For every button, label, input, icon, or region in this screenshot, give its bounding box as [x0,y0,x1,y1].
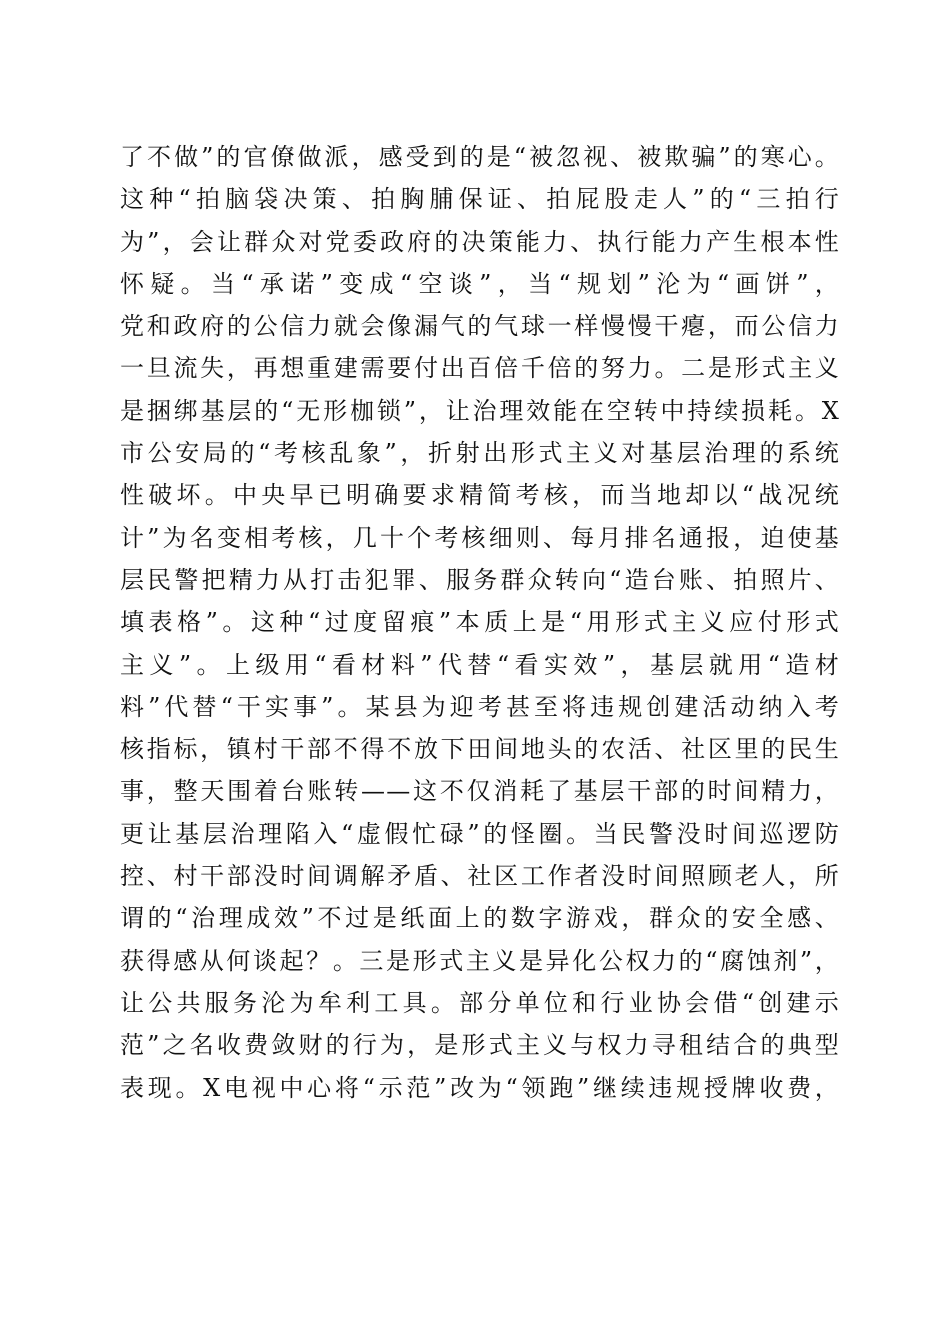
text-line: 这种“拍脑袋决策、拍胸脯保证、拍屁股走人”的“三拍行 [120,185,840,214]
text-line: 填表格”。这种“过度留痕”本质上是“用形式主义应付形式 [120,608,840,637]
text-line: 更让基层治理陷入“虚假忙碌”的怪圈。当民警没时间巡逻防 [120,819,840,848]
text-line: 核指标，镇村干部不得不放下田间地头的农活、社区里的民生 [120,735,840,764]
text-line: 主义”。上级用“看材料”代替“看实效”，基层就用“造材 [120,650,840,679]
text-line: 是捆绑基层的“无形枷锁”，让治理效能在空转中持续损耗。X [120,396,840,425]
text-line: 党和政府的公信力就会像漏气的气球一样慢慢干瘪，而公信力 [120,312,840,341]
text-line: 控、村干部没时间调解矛盾、社区工作者没时间照顾老人，所 [120,862,840,891]
body-text [120,136,840,1109]
text-line: 了不做”的官僚做派，感受到的是“被忽视、被欺骗”的寒心。 [120,143,840,171]
text-line: 表现。X电视中心将“示范”改为“领跑”继续违规授牌收费， [120,1073,840,1102]
text-line: 怀疑。当“承诺”变成“空谈”，当“规划”沦为“画饼”， [120,269,840,298]
text-line: 谓的“治理成效”不过是纸面上的数字游戏，群众的安全感、 [120,904,840,933]
text-line: 计”为名变相考核，几十个考核细则、每月排名通报，迫使基 [120,523,840,552]
text-line: 市公安局的“考核乱象”，折射出形式主义对基层治理的系统 [120,439,840,468]
text-line: 性破坏。中央早已明确要求精简考核，而当地却以“战况统 [120,481,840,510]
text-line: 层民警把精力从打击犯罪、服务群众转向“造台账、拍照片、 [120,565,840,594]
text-line: 获得感从何谈起？。三是形式主义是异化公权力的“腐蚀剂”， [120,946,840,975]
text-line: 范”之名收费敛财的行为，是形式主义与权力寻租结合的典型 [120,1031,840,1060]
text-line: 料”代替“干实事”。某县为迎考甚至将违规创建活动纳入考 [120,692,840,721]
text-line: 让公共服务沦为牟利工具。部分单位和行业协会借“创建示 [120,988,840,1017]
text-line: 一旦流失，再想重建需要付出百倍千倍的努力。二是形式主义 [120,354,840,383]
text-line: 事，整天围着台账转——这不仅消耗了基层干部的时间精力， [120,777,840,806]
text-line: 为”，会让群众对党委政府的决策能力、执行能力产生根本性 [120,227,840,256]
